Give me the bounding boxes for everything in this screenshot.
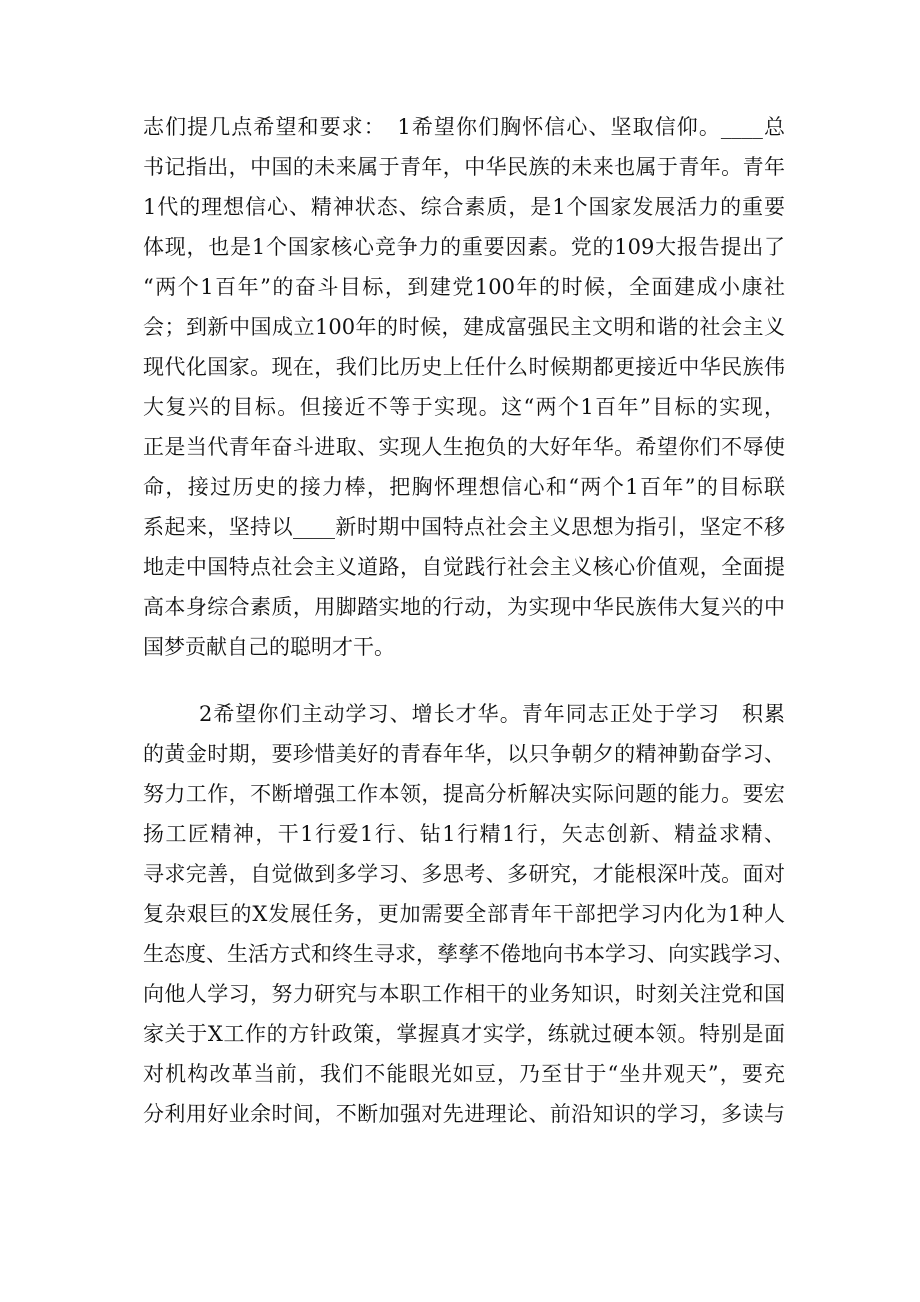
body-text-line: 2希望你们主动学习、增长才华。青年同志正处于学习 积累: [199, 702, 785, 726]
body-text-line: 家关于X工作的方针政策，掌握真才实学，练就过硬本领。特别是面: [143, 1022, 785, 1046]
body-text-line: 努力工作，不断增强工作本领，提高分析解决实际问题的能力。要宏: [143, 782, 785, 806]
body-text-line: 分利用好业余时间，不断加强对先进理论、前沿知识的学习，多读与: [143, 1102, 785, 1126]
body-text-line: 正是当代青年奋斗进取、实现人生抱负的大好年华。希望你们不辱使: [143, 435, 785, 459]
body-text-line: 1代的理想信心、精神状态、综合素质，是1个国家发展活力的重要: [143, 195, 785, 219]
body-text-line: 会；到新中国成立100年的时候，建成富强民主文明和谐的社会主义: [143, 315, 785, 339]
body-text-line: 书记指出，中国的未来属于青年，中华民族的未来也属于青年。青年: [143, 155, 785, 179]
body-text-line: 志们提几点希望和要求： 1希望你们胸怀信心、坚取信仰。____总: [143, 115, 785, 139]
body-text-line: 寻求完善，自觉做到多学习、多思考、多研究，才能根深叶茂。面对: [143, 862, 785, 886]
body-text-line: 体现，也是1个国家核心竞争力的重要因素。党的109大报告提出了: [143, 235, 785, 259]
body-text-line: 生态度、生活方式和终生寻求，孳孳不倦地向书本学习、向实践学习、: [143, 942, 794, 966]
body-text-line: 现代化国家。现在，我们比历史上任什么时候期都更接近中华民族伟: [143, 355, 785, 379]
body-text-line: 命，接过历史的接力棒，把胸怀理想信心和“两个1百年”的目标联: [143, 475, 785, 499]
body-text-line: “两个1百年”的奋斗目标，到建党100年的时候，全面建成小康社: [143, 275, 785, 299]
body-text-line: 对机构改革当前，我们不能眼光如豆，乃至甘于“坐井观天”，要充: [143, 1062, 785, 1086]
body-text-line: 扬工匠精神，干1行爱1行、钻1行精1行，矢志创新、精益求精、: [143, 822, 785, 846]
body-text-line: 大复兴的目标。但接近不等于实现。这“两个1百年”目标的实现，: [143, 395, 785, 419]
body-text-line: 复杂艰巨的X发展任务，更加需要全部青年干部把学习内化为1种人: [143, 902, 785, 926]
body-text-line: 高本身综合素质，用脚踏实地的行动，为实现中华民族伟大复兴的中: [143, 595, 785, 619]
body-text-line: 的黄金时期，要珍惜美好的青春年华，以只争朝夕的精神勤奋学习、: [143, 742, 785, 766]
body-text-line: 向他人学习，努力研究与本职工作相干的业务知识，时刻关注党和国: [143, 982, 785, 1006]
body-text-line: 地走中国特点社会主义道路，自觉践行社会主义核心价值观，全面提: [143, 555, 785, 579]
body-text-line: 国梦贡献自己的聪明才干。: [143, 635, 395, 659]
body-text-line: 系起来，坚持以____新时期中国特点社会主义思想为指引，坚定不移: [143, 515, 785, 539]
